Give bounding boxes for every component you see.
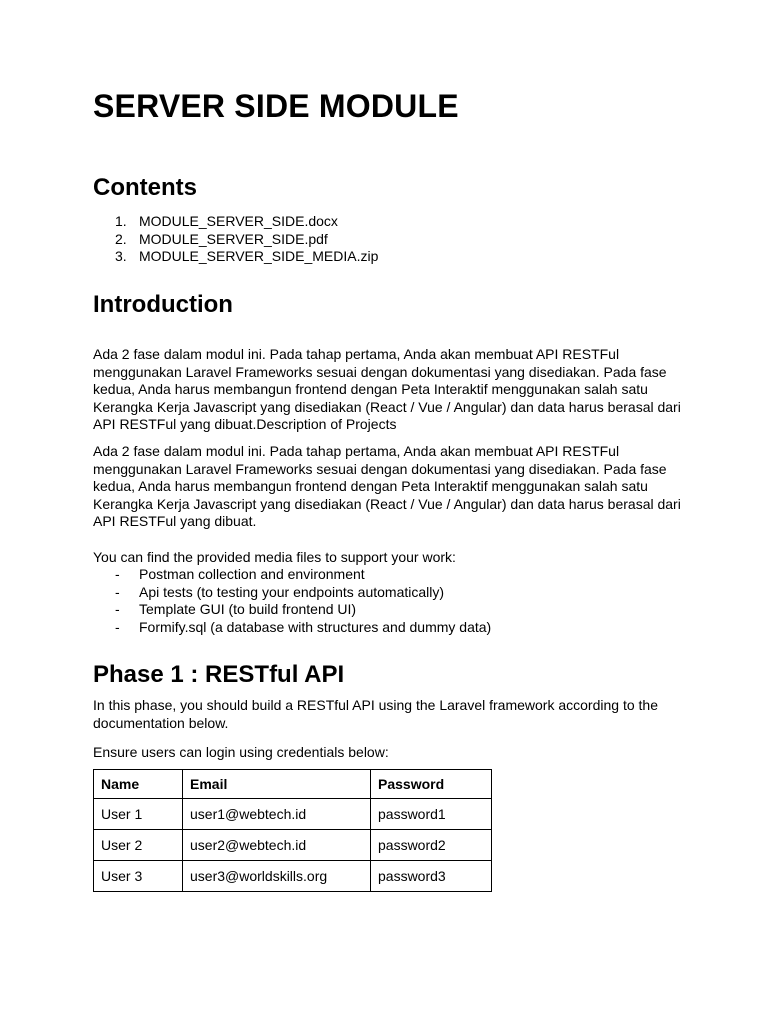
cell-name: User 3: [94, 861, 183, 892]
media-files-intro: You can find the provided media files to support your work:: [93, 549, 456, 565]
list-item: [93, 601, 491, 619]
contents-list: [93, 213, 378, 266]
column-header-email: Email: [183, 770, 371, 799]
document-title: SERVER SIDE MODULE: [93, 88, 459, 124]
introduction-heading: Introduction: [93, 291, 233, 318]
cell-name: User 2: [94, 830, 183, 861]
credentials-table: [93, 769, 492, 892]
cell-email: user1@webtech.id: [183, 799, 371, 830]
list-dash: -: [115, 583, 120, 600]
list-dash: -: [115, 566, 120, 582]
list-item: [93, 584, 491, 602]
introduction-paragraph-2: Ada 2 fase dalam modul ini. Pada tahap pertama, Anda akan membuat API RESTFul menggunakan Laravel Frameworks sesuai dengan dokumentasi yang disediakan. Pada fase kedua, Anda harus membangun frontend dengan Peta Interaktif menggunakan salah satu Kerangka Kerja Javascript yang disediakan (React / Vue / Angular) dan data harus berasal dari API RESTFul yang dibuat.: [93, 443, 681, 530]
table-row: [94, 799, 492, 830]
table-header-row: [94, 770, 492, 799]
introduction-paragraph-1: Ada 2 fase dalam modul ini. Pada tahap pertama, Anda akan membuat API RESTFul menggunakan Laravel Frameworks sesuai dengan dokumentasi yang disediakan. Pada fase kedua, Anda harus membangun frontend dengan Peta Interaktif menggunakan salah satu Kerangka Kerja Javascript yang disediakan (React / Vue / Angular) dan data harus berasal dari API RESTFul yang dibuat.Description of Projects: [93, 346, 681, 433]
list-item: [93, 566, 491, 584]
contents-item-text: MODULE_SERVER_SIDE.pdf: [139, 230, 328, 247]
list-item: [93, 619, 491, 637]
list-number: 3.: [115, 248, 127, 265]
cell-name: User 1: [94, 799, 183, 830]
column-header-password: Password: [371, 770, 492, 799]
cell-email: user2@webtech.id: [183, 830, 371, 861]
list-item-text: Formify.sql (a database with structures and dummy data): [139, 618, 492, 635]
cell-password: password1: [371, 799, 492, 830]
credentials-intro: Ensure users can login using credentials below:: [93, 744, 389, 760]
list-item-text: Postman collection and environment: [139, 566, 365, 582]
contents-item: [93, 231, 378, 249]
phase1-paragraph: In this phase, you should build a RESTful API using the Laravel framework according to the documentation below.: [93, 697, 658, 731]
column-header-name: Name: [94, 770, 183, 799]
list-item-text: Template GUI (to build frontend UI): [139, 601, 357, 618]
table-row: [94, 830, 492, 861]
table-row: [94, 861, 492, 892]
contents-item: [93, 213, 378, 231]
cell-email: user3@worldskills.org: [183, 861, 371, 892]
list-number: 1.: [115, 213, 127, 229]
cell-password: password3: [371, 861, 492, 892]
contents-item: [93, 248, 378, 266]
contents-item-text: MODULE_SERVER_SIDE.docx: [139, 213, 338, 229]
contents-heading: Contents: [93, 174, 197, 201]
list-dash: -: [115, 618, 120, 635]
contents-item-text: MODULE_SERVER_SIDE_MEDIA.zip: [139, 248, 379, 265]
media-files-list: [93, 566, 491, 636]
list-number: 2.: [115, 230, 127, 247]
cell-password: password2: [371, 830, 492, 861]
list-item-text: Api tests (to testing your endpoints automatically): [139, 583, 445, 600]
phase1-heading: Phase 1 : RESTful API: [93, 661, 345, 688]
list-dash: -: [115, 601, 120, 618]
